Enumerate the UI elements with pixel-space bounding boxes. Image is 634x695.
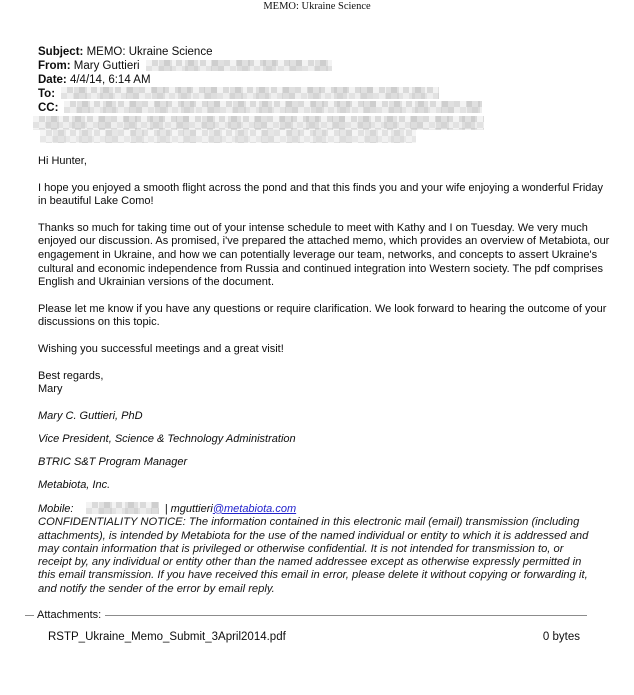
email-link[interactable]: @metabiota.com (212, 502, 297, 515)
header-cc-row (38, 101, 634, 115)
paragraph-memo-overview: Thanks so much for taking time out of your intense schedule to meet with Kathy and I on Tuesday. We very much enjoyed our discussion. As promised, i've prepared the attached memo, which provides an overview of Metabiota, our engagement in Ukraine, and how we can potentially leverage our team, networks, and concepts to assert Ukraine's cultural and economic independence from Russia and continued integration into Western society. The pdf comprises English and Ukrainian versions of the document. (38, 221, 610, 289)
signature-title: Vice President, Science & Technology Administration (38, 432, 296, 445)
paragraph-flight: I hope you enjoyed a smooth flight across the pond and that this finds you and your wife enjoying a wonderful Friday in beautiful Lake Como! (38, 181, 604, 208)
from-label: From: (38, 60, 71, 72)
paragraph-questions: Please let me know if you have any questions or require clarification. We look forward to hearing the outcome of your discussions on this topic. (38, 302, 607, 329)
redacted-cc-recipients (64, 101, 482, 113)
subject-label: Subject: (38, 46, 84, 58)
redacted-phone-number (86, 502, 159, 514)
email-headers (38, 45, 634, 115)
signature-mobile-row (38, 502, 610, 517)
signature-name: Mary C. Guttieri, PhD (38, 409, 143, 422)
to-label: To: (38, 88, 56, 100)
attachment-file-name[interactable]: RSTP_Ukraine_Memo_Submit_3April2014.pdf (48, 631, 286, 644)
confidentiality-notice: CONFIDENTIALITY NOTICE: The information contained in this electronic mail (email) transmission (including attachments), is intended by Metabiota for the use of the named individual or entity to which it is addressed and may contain information that is privileged or otherwise confidential. It is not intended for transmission to, or receipt by, any individual or entity other than the named addressee except as otherwise expressly permitted in this email transmission. If you have received this email in error, please delete it without copying or forwarding it, and notify the sender of the error by email reply. (38, 516, 589, 595)
attachment-separator-line (25, 615, 34, 616)
closing-line: Best regards, (38, 369, 104, 382)
closing-text (38, 370, 610, 397)
redacted-recipients-row (33, 116, 484, 130)
attachment-separator-line (105, 615, 587, 616)
redacted-to-recipients (61, 87, 439, 99)
attachment-file-size: 0 bytes (542, 631, 580, 644)
cc-label: CC: (38, 102, 59, 114)
signature-role: BTRIC S&T Program Manager (38, 455, 188, 468)
header-subject-row (38, 45, 634, 59)
date-value: 4/4/14, 6:14 AM (69, 74, 151, 86)
attachment-list-item[interactable] (48, 631, 580, 643)
date-label: Date: (38, 74, 67, 86)
greeting-text: Hi Hunter, (38, 155, 87, 167)
signature-block (38, 410, 610, 517)
email-body (38, 155, 610, 596)
from-value: Mary Guttieri (73, 60, 140, 72)
redacted-recipients-row (40, 130, 416, 143)
closing-name: Mary (38, 383, 63, 396)
signature-company: Metabiota, Inc. (38, 478, 111, 491)
redacted-from-address (146, 60, 332, 71)
page-title: MEMO: Ukraine Science (263, 1, 371, 12)
email-prefix: | mguttieri (164, 502, 213, 515)
header-date-row (38, 73, 634, 87)
paragraph-wishes: Wishing you successful meetings and a great visit! (38, 342, 284, 355)
attachments-label: Attachments: (37, 609, 102, 622)
attachments-pane-header (25, 609, 587, 621)
subject-value: MEMO: Ukraine Science (86, 46, 213, 58)
header-from-row (38, 59, 634, 73)
mobile-label: Mobile: (38, 502, 74, 515)
header-to-row (38, 87, 634, 101)
